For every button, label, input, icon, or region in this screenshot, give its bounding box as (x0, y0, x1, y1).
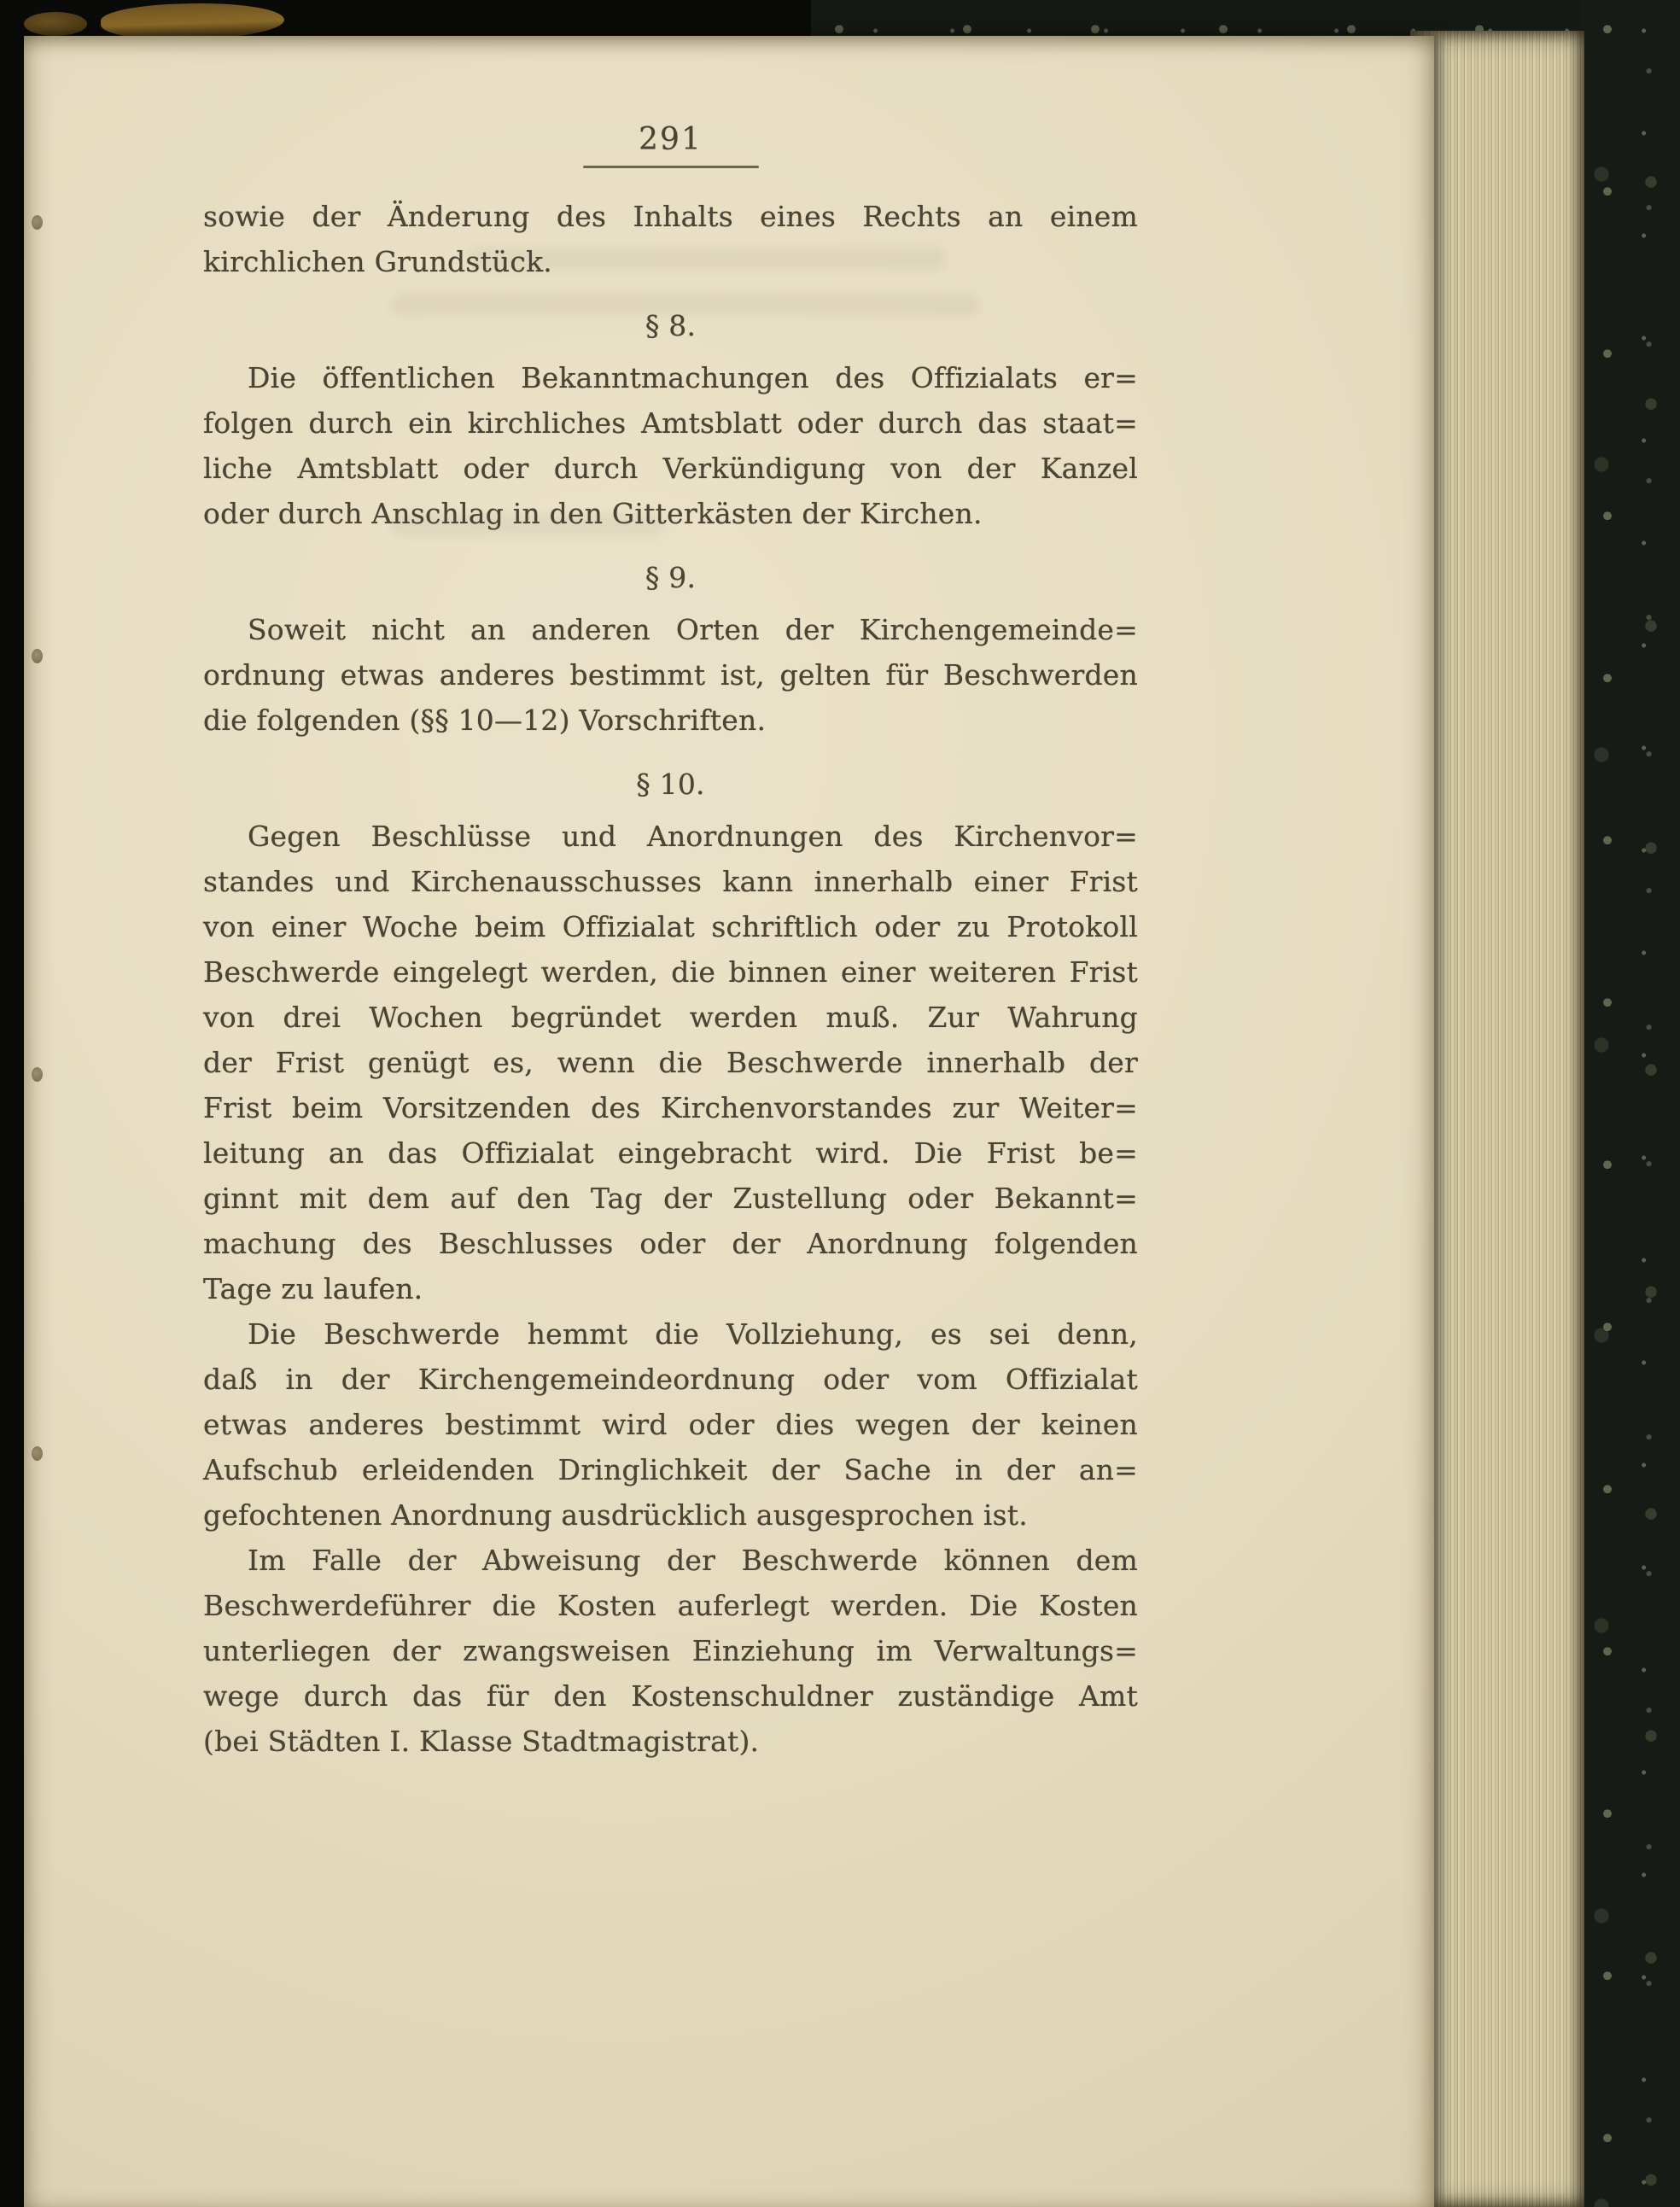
text-line: kirchlichen Grundstück. (203, 245, 552, 278)
book-page (24, 36, 1434, 2207)
paragraph (203, 194, 1138, 284)
text-line: von drei Wochen begründet werden muß. Zur Wahrung (203, 1001, 1138, 1034)
text-line: folgen durch ein kirchliches Amtsblatt oder durch das staat= (203, 406, 1138, 440)
worn-leather-spot (24, 12, 87, 36)
text-line: Gegen Beschlüsse und Anordnungen des Kirchenvor= (248, 820, 1138, 853)
text-line: machung des Beschlusses oder der Anordnung folgenden (203, 1227, 1138, 1260)
page-number: 291 (639, 122, 703, 157)
section-heading: § 9. (645, 561, 697, 594)
text-line: ordnung etwas anderes bestimmt ist, gelten für Beschwerden (203, 658, 1138, 692)
text-line: etwas anderes bestimmt wird oder dies wegen der keinen (203, 1408, 1138, 1441)
text-line: wege durch das für den Kostenschuldner zuständige Amt (203, 1679, 1138, 1713)
text-line: oder durch Anschlag in den Gitterkästen der Kirchen. (203, 497, 983, 530)
text-line: Frist beim Vorsitzenden des Kirchenvorstandes zur Weiter= (203, 1091, 1138, 1124)
page-number-rule (583, 166, 759, 168)
text-line: ginnt mit dem auf den Tag der Zustellung oder Bekannt= (203, 1182, 1138, 1215)
text-line: gefochtenen Anordnung ausdrücklich ausgesprochen ist. (203, 1498, 1028, 1532)
text-line: Beschwerde eingelegt werden, die binnen einer weiteren Frist (203, 955, 1138, 989)
text-line: (bei Städten I. Klasse Stadtmagistrat). (203, 1725, 760, 1758)
paragraph (203, 1538, 1138, 1764)
text-line: von einer Woche beim Offizialat schriftlich oder zu Protokoll (203, 910, 1138, 943)
text-line: standes und Kirchenausschusses kann innerhalb einer Frist (203, 865, 1138, 898)
text-line: daß in der Kirchengemeindeordnung oder vom Offizialat (203, 1363, 1138, 1396)
section-heading: § 10. (636, 768, 705, 801)
page-fore-edge-stack (1410, 31, 1584, 2207)
text-line: unterliegen der zwangsweisen Einziehung im Verwaltungs= (203, 1634, 1138, 1667)
text-line: Beschwerdeführer die Kosten auferlegt werden. Die Kosten (203, 1589, 1138, 1622)
paragraph (203, 814, 1138, 1311)
text-line: Soweit nicht an anderen Orten der Kirchengemeinde= (248, 613, 1138, 646)
text-line: sowie der Änderung des Inhalts eines Rechts an einem (203, 200, 1138, 233)
text-line: der Frist genügt es, wenn die Beschwerde innerhalb der (203, 1046, 1138, 1079)
text-line: liche Amtsblatt oder durch Verkündigung von der Kanzel (203, 452, 1138, 485)
paragraph (203, 355, 1138, 536)
page-content (24, 36, 1434, 2207)
section-heading: § 8. (645, 309, 697, 342)
marbled-cover-right (1579, 0, 1680, 2207)
text-line: Die Beschwerde hemmt die Vollziehung, es sei denn, (248, 1317, 1138, 1351)
text-line: Im Falle der Abweisung der Beschwerde können dem (248, 1544, 1138, 1577)
text-line: Die öffentlichen Bekanntmachungen des Offizialats er= (248, 361, 1138, 394)
text-line: leitung an das Offizialat eingebracht wird. Die Frist be= (203, 1136, 1138, 1170)
text-line: die folgenden (§§ 10—12) Vorschriften. (203, 704, 767, 737)
paragraph (203, 607, 1138, 743)
text-line: Aufschub erleidenden Dringlichkeit der Sache in der an= (203, 1453, 1138, 1486)
text-line: Tage zu laufen. (203, 1272, 423, 1305)
paragraph (203, 1311, 1138, 1538)
body-text (203, 194, 1138, 1764)
